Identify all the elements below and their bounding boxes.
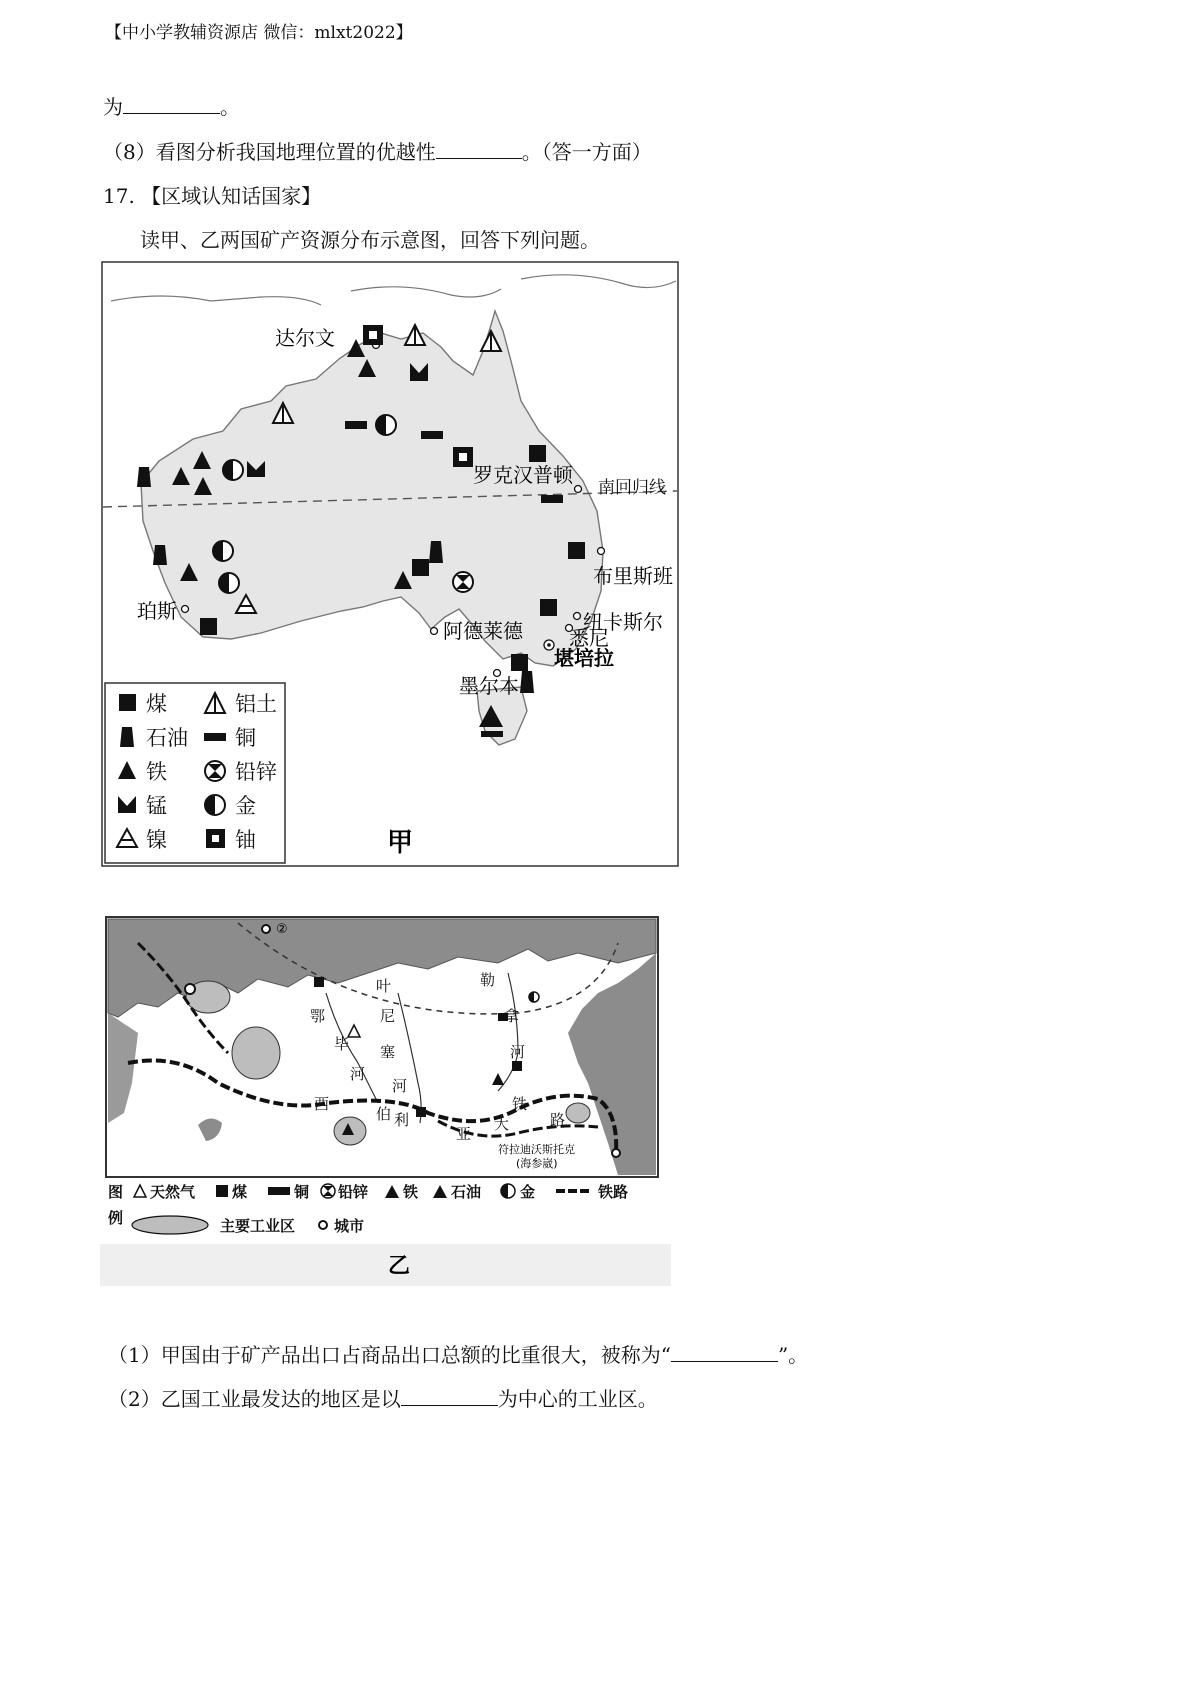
answer-line-prev [103, 93, 240, 121]
legend-gold: 金 [235, 794, 256, 818]
label-ye: 叶 [376, 977, 392, 995]
label-he-3: 河 [510, 1043, 526, 1061]
city-rockhampton: 罗克汉普顿 [473, 463, 573, 487]
legend-city: 城市 [334, 1217, 365, 1235]
city-rockhampton-dot [575, 486, 582, 493]
lead-zinc-icon [453, 572, 473, 592]
q2-blank[interactable] [401, 1385, 498, 1406]
gold-icon [376, 415, 396, 435]
map-jia [101, 261, 679, 867]
label-2: ② [276, 922, 288, 937]
legend-gas-icon [134, 1185, 146, 1197]
legend-iron-yi: 铁 [403, 1183, 419, 1201]
oil-icon [153, 545, 167, 565]
map-yi-caption: 乙 [388, 1254, 411, 1279]
label-ya: 亚 [456, 1125, 472, 1143]
label-sai: 塞 [380, 1043, 396, 1061]
coal-icon [416, 1107, 426, 1117]
label-haishenwai: (海参崴) [516, 1157, 558, 1170]
q1-prefix: （1）甲国由于矿产品出口占商品出口总额的比重很大，被称为“ [108, 1343, 671, 1367]
gold-icon [223, 460, 243, 480]
city-newcastle-dot [574, 613, 581, 620]
caption-strip [100, 1244, 671, 1286]
coal-icon [200, 618, 217, 635]
q8-suffix: 。（答一方面） [521, 140, 652, 164]
city-adelaide: 阿德莱德 [443, 619, 523, 643]
legend-oil-icon [433, 1185, 447, 1198]
city-dot [262, 925, 270, 933]
coal-icon [540, 599, 557, 616]
oil-icon [520, 671, 534, 693]
city-sydney: 悉尼 [569, 626, 609, 650]
gold-icon [213, 541, 233, 561]
label-bo: 伯 [376, 1105, 392, 1123]
city-perth-dot [182, 606, 189, 613]
legend-copper: 铜 [235, 726, 256, 750]
legend-lead-zinc-icon [205, 761, 225, 781]
question-1 [108, 1341, 808, 1369]
copper-icon [541, 495, 563, 503]
legend-copper-yi: 铜 [294, 1183, 310, 1201]
q8-blank[interactable] [436, 138, 522, 159]
coal-icon [529, 445, 546, 462]
tropic-label: 南回归线 [598, 478, 666, 498]
legend-lead-zinc-yi: 铅锌 [338, 1183, 369, 1201]
oil-icon [137, 467, 151, 487]
legend-railway: 铁路 [598, 1183, 629, 1201]
city-brisbane-dot [598, 548, 605, 555]
legend-bauxite: 铝土 [235, 692, 277, 716]
label-he-2: 河 [350, 1065, 366, 1083]
map-yi [98, 913, 673, 1286]
city-dot [185, 984, 195, 994]
label-vladivostok: 符拉迪沃斯托克 [498, 1143, 575, 1156]
copper-icon [345, 421, 367, 429]
gold-icon [529, 992, 539, 1002]
question-2 [108, 1385, 658, 1413]
label-he: 河 [392, 1077, 408, 1095]
label-lu: 路 [550, 1111, 566, 1129]
legend-coal: 煤 [146, 692, 167, 716]
legend-lead-zinc: 铅锌 [235, 760, 277, 784]
legend-coal-yi: 煤 [232, 1183, 248, 1201]
label-tie: 铁 [512, 1095, 528, 1113]
label-ni: 尼 [380, 1007, 396, 1025]
legend-title-tu: 图 [108, 1183, 124, 1201]
gold-icon [219, 573, 239, 593]
copper-icon [481, 731, 503, 737]
city-darwin: 达尔文 [275, 326, 335, 350]
header-banner: 【中小学教辅资源店 微信：mlxt2022】 [105, 23, 413, 43]
legend-oil: 石油 [146, 726, 188, 750]
label-xi: 西 [314, 1095, 330, 1113]
legend-city-icon [319, 1221, 327, 1229]
q8-prefix: （8）看图分析我国地理位置的优越性 [103, 140, 436, 164]
label-le: 勒 [480, 971, 496, 989]
city-perth: 珀斯 [137, 599, 177, 623]
q1-blank[interactable] [671, 1341, 778, 1362]
legend-title-li: 例 [108, 1209, 124, 1227]
city-newcastle: 纽卡斯尔 [583, 610, 663, 634]
legend-nickel: 镍 [146, 828, 167, 852]
city-vladivostok-dot [612, 1149, 620, 1157]
label-e: 鄂 [310, 1007, 326, 1025]
legend-industrial-icon [132, 1216, 208, 1234]
legend-gold-icon [501, 1184, 515, 1198]
legend-manganese: 锰 [146, 794, 167, 818]
city-adelaide-dot [431, 628, 438, 635]
question-8 [103, 138, 652, 166]
legend-gas: 天然气 [150, 1183, 196, 1201]
city-brisbane: 布里斯班 [593, 564, 673, 588]
industrial-zone [232, 1027, 280, 1079]
coal-icon [512, 1061, 522, 1071]
legend-coal-icon [216, 1185, 228, 1197]
legend-coal-icon [119, 694, 136, 711]
q2-suffix: 为中心的工业区。 [497, 1387, 658, 1411]
label-bi: 毕 [334, 1035, 350, 1053]
coal-icon [412, 559, 429, 576]
coal-icon [568, 542, 585, 559]
question-17-title: 17. 【区域认知话国家】 [103, 184, 322, 208]
legend-gold-yi: 金 [520, 1183, 536, 1201]
label-li: 利 [394, 1111, 410, 1129]
legend-industrial: 主要工业区 [220, 1217, 296, 1235]
question-17-intro: 读甲、乙两国矿产资源分布示意图，回答下列问题。 [140, 228, 600, 252]
city-melbourne: 墨尔本 [459, 674, 519, 698]
legend-copper-icon [268, 1187, 290, 1195]
label-da: 大 [494, 1115, 510, 1133]
coal-icon [314, 977, 324, 987]
legend-iron-icon [385, 1185, 399, 1198]
legend-copper-icon [204, 733, 226, 741]
answer-blank[interactable] [123, 93, 220, 114]
legend-oil-icon [120, 727, 134, 747]
legend-uranium: 铀 [235, 828, 256, 852]
line-suffix: 。 [220, 95, 240, 119]
legend-lead-zinc-icon [321, 1184, 335, 1198]
coal-icon [511, 654, 528, 671]
legend-oil-yi: 石油 [451, 1183, 482, 1201]
oil-icon [429, 541, 443, 563]
q2-prefix: （2）乙国工业最发达的地区是以 [108, 1387, 401, 1411]
label-na: 拿 [504, 1007, 520, 1025]
industrial-zone [566, 1103, 590, 1123]
line-prefix: 为 [103, 95, 123, 119]
legend-iron: 铁 [146, 760, 167, 784]
map-jia-caption: 甲 [387, 828, 414, 858]
copper-icon [421, 431, 443, 439]
legend-gold-icon [205, 795, 225, 815]
city-canberra: 堪培拉 [554, 646, 614, 670]
q1-suffix: ”。 [777, 1343, 809, 1367]
